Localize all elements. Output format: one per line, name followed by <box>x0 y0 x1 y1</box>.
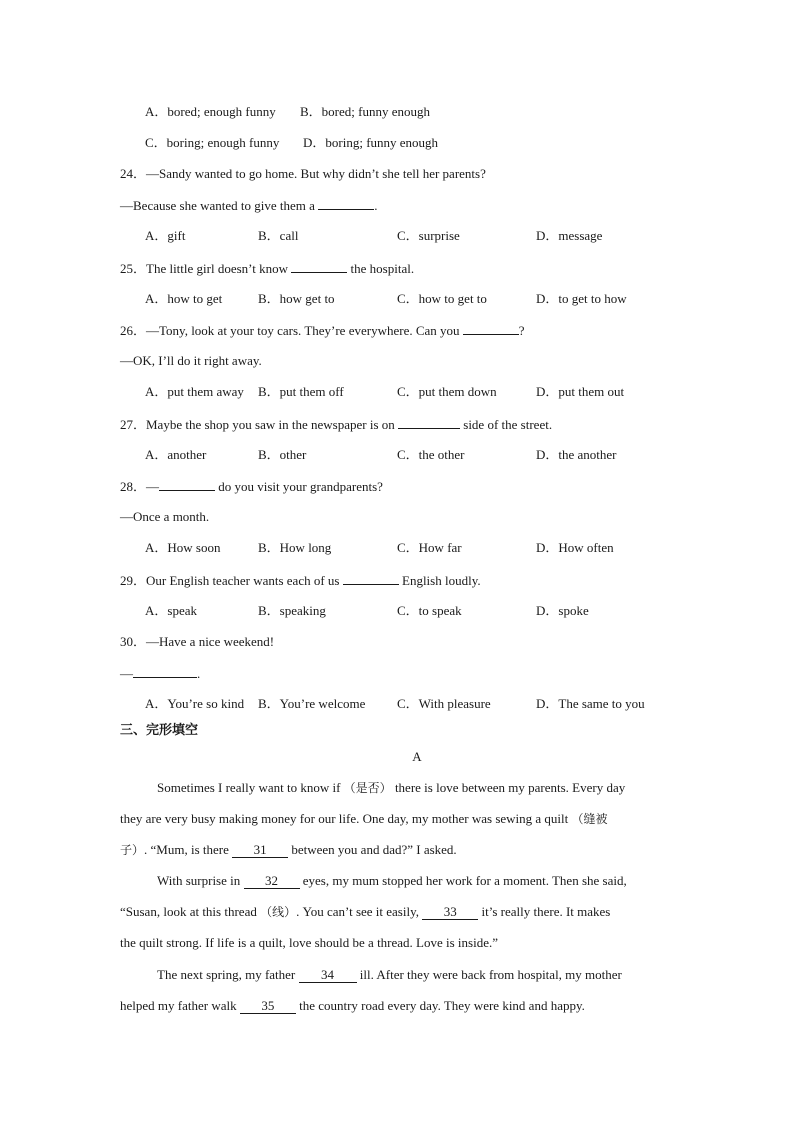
q26-option-d: D．put them out <box>536 384 625 399</box>
q26-option-c: C．put them down <box>397 384 497 399</box>
passage-line: the quilt strong. If life is a quilt, love should be a thread. Love is inside.” <box>120 935 499 950</box>
q23-option-d: D．boring; funny enough <box>303 135 439 150</box>
q28-option-a: A．How soon <box>145 540 221 555</box>
q27-stem <box>120 415 552 434</box>
q30-stem: 30．—Have a nice weekend! <box>120 634 275 649</box>
passage-text: The next spring, my father <box>157 967 299 982</box>
q28-stem-a: 28．— <box>120 479 160 494</box>
q27-option-b: B．other <box>258 447 307 462</box>
chinese-gloss: 子） <box>120 843 145 857</box>
q30-reply <box>120 664 200 683</box>
q24-stem: 24．—Sandy wanted to go home. But why didn’t she tell her parents? <box>120 166 486 181</box>
q30-reply-b: . <box>197 666 201 681</box>
q25-stem-a: 25．The little girl doesn’t know <box>120 261 292 276</box>
cloze-blank-32: 32 <box>244 874 300 889</box>
q23-option-b: B．bored; funny enough <box>300 104 430 119</box>
section-title: 三、完形填空 <box>120 723 199 738</box>
q24-option-c: C．surprise <box>397 228 460 243</box>
answer-blank <box>463 321 519 335</box>
passage-text: Sometimes I really want to know if <box>157 780 344 795</box>
q25-stem <box>120 259 414 278</box>
q23-option-a: A．bored; enough funny <box>145 104 276 119</box>
q25-option-b: B．how get to <box>258 291 335 306</box>
q23-option-c: C．boring; enough funny <box>145 135 280 150</box>
passage-line <box>157 779 625 797</box>
q26-reply: —OK, I’ll do it right away. <box>120 353 262 368</box>
q30-option-b: B．You’re welcome <box>258 696 366 711</box>
passage-label: A <box>412 749 422 764</box>
q26-stem <box>120 321 525 340</box>
answer-blank <box>133 664 197 678</box>
passage-text: ill. After they were back from hospital, my mother <box>356 967 622 982</box>
q28-option-c: C．How far <box>397 540 462 555</box>
answer-blank <box>398 415 460 429</box>
q30-option-a: A．You’re so kind <box>145 696 245 711</box>
q25-option-c: C．how to get to <box>397 291 487 306</box>
chinese-gloss: （线） <box>260 905 297 919</box>
cloze-blank-35: 35 <box>240 999 296 1014</box>
q25-option-d: D．to get to how <box>536 291 627 306</box>
q29-stem-b: English loudly. <box>398 573 481 588</box>
q29-option-a: A．speak <box>145 603 197 618</box>
q28-option-b: B．How long <box>258 540 332 555</box>
q28-stem <box>120 477 383 496</box>
passage-line <box>120 810 608 828</box>
q25-option-a: A．how to get <box>145 291 223 306</box>
q26-option-a: A．put them away <box>145 384 244 399</box>
cloze-blank-31: 31 <box>232 843 288 858</box>
q28-stem-b: do you visit your grandparents? <box>215 479 383 494</box>
q25-stem-b: the hospital. <box>347 261 415 276</box>
q24-answer-end: . <box>374 198 378 213</box>
passage-text: they are very busy making money for our life. One day, my mother was sewing a quilt <box>120 811 572 826</box>
q30-option-d: D．The same to you <box>536 696 645 711</box>
passage-text: “Susan, look at this thread <box>120 904 261 919</box>
passage-text: the country road every day. They were kind and happy. <box>295 998 585 1013</box>
q27-option-a: A．another <box>145 447 207 462</box>
q30-reply-a: — <box>120 666 133 681</box>
cloze-blank-33: 33 <box>422 905 478 920</box>
chinese-gloss: （是否） <box>343 781 392 795</box>
q27-option-c: C．the other <box>397 447 465 462</box>
passage-text: With surprise in <box>157 873 244 888</box>
q29-stem <box>120 571 481 590</box>
q27-option-d: D．the another <box>536 447 617 462</box>
cloze-blank-34: 34 <box>299 968 357 983</box>
passage-text: there is love between my parents. Every day <box>391 780 626 795</box>
q29-option-c: C．to speak <box>397 603 462 618</box>
passage-text: helped my father walk <box>120 998 240 1013</box>
q30-option-c: C．With pleasure <box>397 696 491 711</box>
q24-answer-text: —Because she wanted to give them a <box>120 198 319 213</box>
passage-text: it’s really there. It makes <box>478 904 611 919</box>
answer-blank <box>159 477 215 491</box>
q24-answer-line <box>120 196 377 215</box>
passage-text: . “Mum, is there <box>144 842 233 857</box>
answer-blank <box>318 196 374 210</box>
q29-option-b: B．speaking <box>258 603 326 618</box>
q29-option-d: D．spoke <box>536 603 589 618</box>
passage-line <box>157 966 622 984</box>
answer-blank <box>291 259 347 273</box>
passage-line <box>120 997 585 1015</box>
q27-stem-a: 27．Maybe the shop you saw in the newspaper is on <box>120 417 399 432</box>
q26-stem-a: 26．—Tony, look at your toy cars. They’re everywhere. Can you <box>120 323 463 338</box>
q24-option-b: B．call <box>258 228 299 243</box>
passage-text: eyes, my mum stopped her work for a moment. Then she said, <box>299 873 627 888</box>
passage-text: . You can’t see it easily, <box>296 904 423 919</box>
q24-option-d: D．message <box>536 228 603 243</box>
q29-stem-a: 29．Our English teacher wants each of us <box>120 573 343 588</box>
q24-option-a: A．gift <box>145 228 186 243</box>
answer-blank <box>343 571 399 585</box>
passage-line <box>120 841 457 859</box>
chinese-gloss: （缝被 <box>571 812 608 826</box>
passage-text: between you and dad?” I asked. <box>288 842 457 857</box>
passage-line <box>120 903 610 921</box>
q26-option-b: B．put them off <box>258 384 344 399</box>
passage-line <box>157 872 627 890</box>
q27-stem-b: side of the street. <box>460 417 553 432</box>
q28-reply: —Once a month. <box>120 509 210 524</box>
q28-option-d: D．How often <box>536 540 614 555</box>
q26-stem-b: ? <box>518 323 525 338</box>
